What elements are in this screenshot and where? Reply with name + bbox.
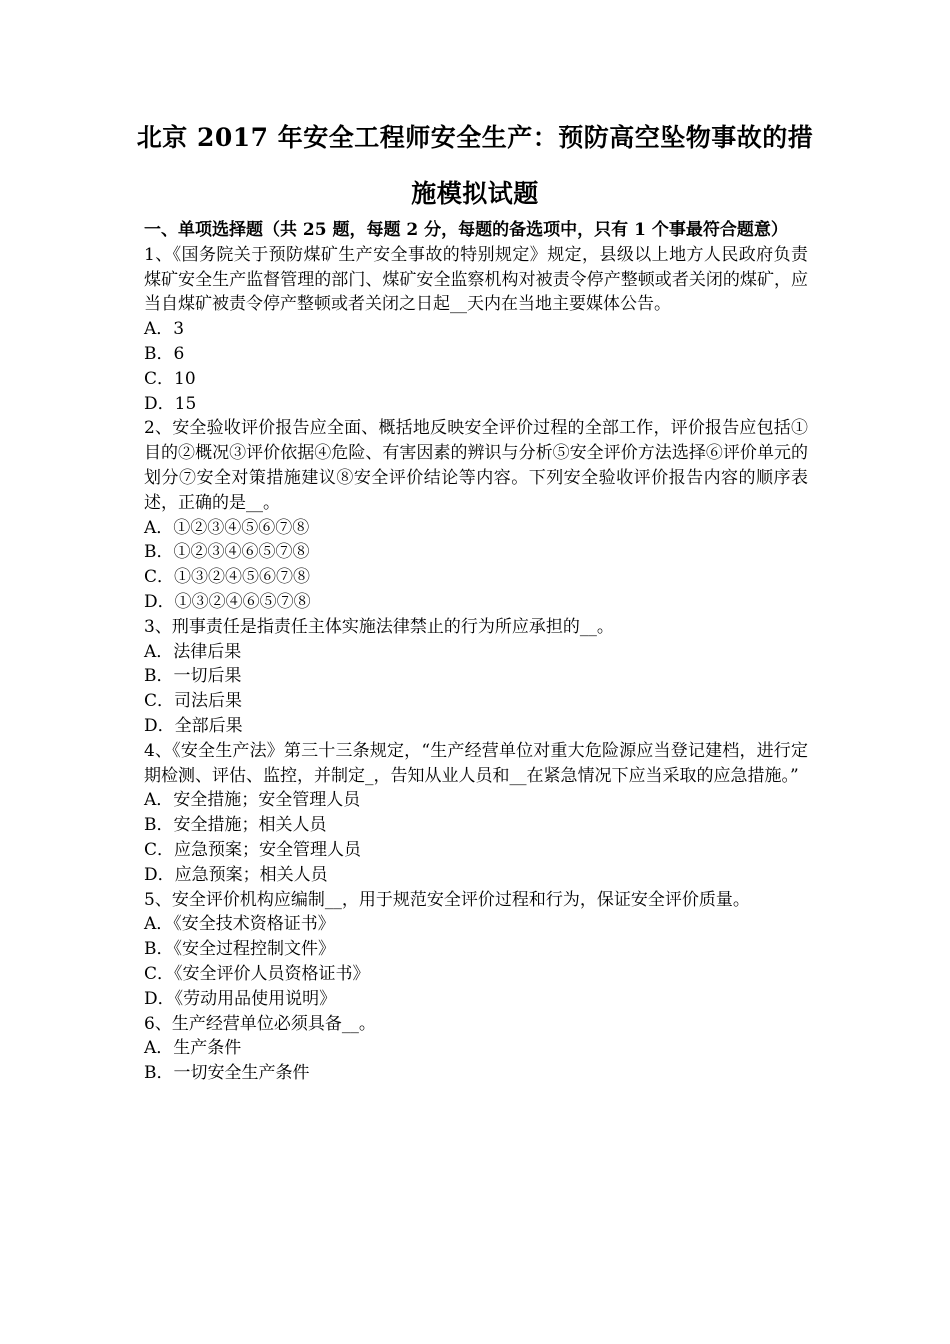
option-d: D．15 bbox=[144, 393, 197, 414]
question-6 bbox=[144, 1012, 808, 1086]
title-line-1: 北京 2017 年安全工程师安全生产：预防高空坠物事故的措 bbox=[136, 123, 814, 152]
question-1 bbox=[144, 243, 808, 417]
option-b: B．《安全过程控制文件》 bbox=[144, 939, 335, 960]
option-d: D．《劳动用品使用说明》 bbox=[144, 988, 337, 1009]
question-stem: 2、安全验收评价报告应全面、概括地反映安全评价过程的全部工作，评价报告应包括①目的②概况③评价依据④危险、有害因素的辨识与分析⑤安全评价方法选择⑥评价单元的划分⑦安全对策措施建议⑧安全评价结论等内容。下列安全验收评价报告内容的顺序表述，正确的是__。 bbox=[144, 418, 808, 513]
option-a: A．安全措施；安全管理人员 bbox=[144, 790, 361, 811]
option-c: C．①③②④⑤⑥⑦⑧ bbox=[144, 567, 311, 588]
option-c: C．应急预案；安全管理人员 bbox=[144, 839, 362, 860]
option-b: B．一切后果 bbox=[144, 666, 242, 687]
question-stem: 4、《安全生产法》第三十三条规定，“生产经营单位对重大危险源应当登记建档，进行定期检测、评估、监控，并制定_，告知从业人员和__在紧急情况下应当采取的应急措施。” bbox=[144, 740, 808, 786]
option-a: A．3 bbox=[144, 319, 185, 340]
option-c: C．《安全评价人员资格证书》 bbox=[144, 963, 370, 984]
option-a: A．法律后果 bbox=[144, 641, 242, 662]
option-d: D．全部后果 bbox=[144, 715, 243, 736]
option-b: B．①②③④⑥⑤⑦⑧ bbox=[144, 542, 310, 563]
question-3 bbox=[144, 615, 808, 739]
question-stem: 1、《国务院关于预防煤矿生产安全事故的特别规定》规定，县级以上地方人民政府负责煤矿安全生产监督管理的部门、煤矿安全监察机构对被责令停产整顿或者关闭的煤矿，应当自煤矿被责令停产整顿或者关闭之日起__天内在当地主要媒体公告。 bbox=[144, 244, 808, 315]
option-a: A．《安全技术资格证书》 bbox=[144, 914, 335, 935]
question-4 bbox=[144, 739, 808, 888]
option-c: C．司法后果 bbox=[144, 691, 243, 712]
option-d: D．应急预案；相关人员 bbox=[144, 864, 328, 885]
option-a: A．生产条件 bbox=[144, 1038, 242, 1059]
question-stem: 6、生产经营单位必须具备__。 bbox=[144, 1013, 376, 1034]
section-heading: 一、单项选择题（共 25 题，每题 2 分，每题的备选项中，只有 1 个事最符合题意） bbox=[144, 220, 788, 240]
question-2 bbox=[144, 416, 808, 614]
title-line-2: 施模拟试题 bbox=[411, 179, 539, 208]
question-5 bbox=[144, 888, 808, 1012]
question-stem: 3、刑事责任是指责任主体实施法律禁止的行为所应承担的__。 bbox=[144, 616, 614, 637]
option-b: B．6 bbox=[144, 343, 185, 364]
option-c: C．10 bbox=[144, 368, 196, 389]
option-b: B．一切安全生产条件 bbox=[144, 1063, 310, 1084]
document-title bbox=[120, 110, 830, 222]
option-a: A．①②③④⑤⑥⑦⑧ bbox=[144, 517, 310, 538]
document-body bbox=[144, 218, 808, 1086]
option-d: D．①③②④⑥⑤⑦⑧ bbox=[144, 591, 311, 612]
question-stem: 5、安全评价机构应编制__，用于规范安全评价过程和行为，保证安全评价质量。 bbox=[144, 889, 750, 910]
option-b: B．安全措施；相关人员 bbox=[144, 815, 327, 836]
